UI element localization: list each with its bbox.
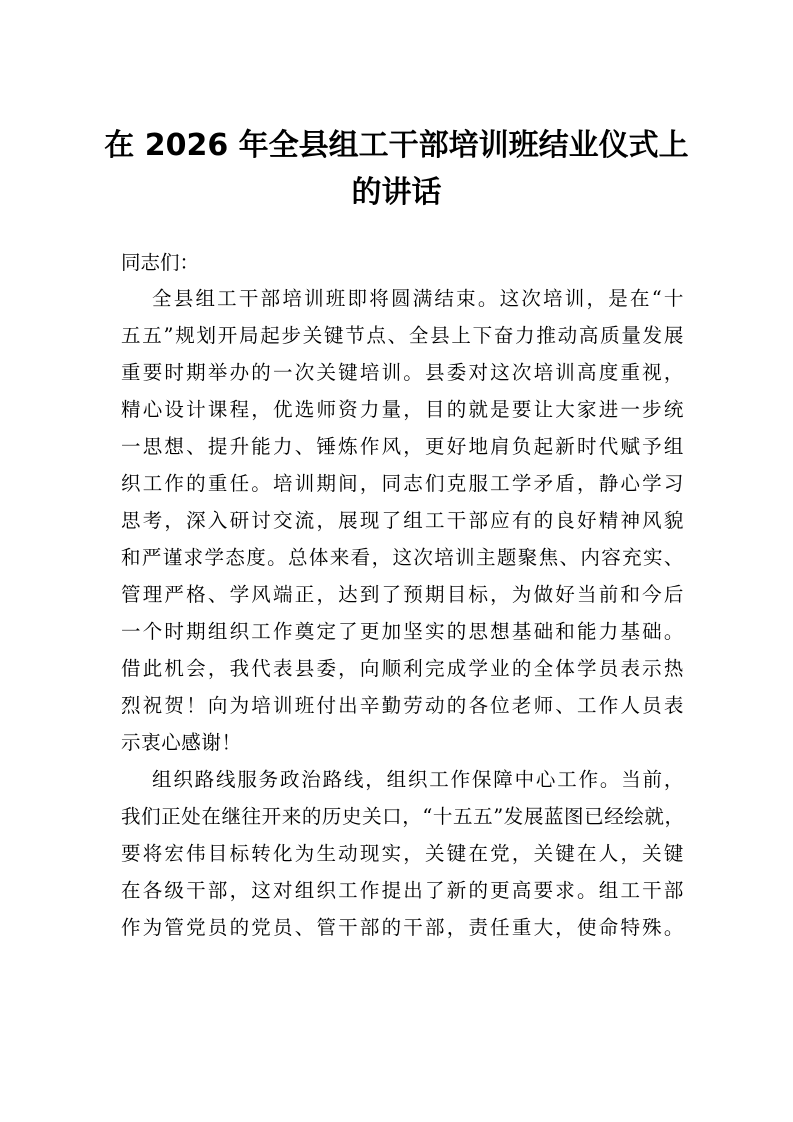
paragraph-1-line-9: 管理严格、学风端正，达到了预期目标，为做好当前和今后 [121, 583, 684, 606]
paragraph-1-line-8: 和严谨求学态度。总体来看，这次培训主题聚焦、内容充实、 [121, 546, 684, 569]
salutation: 同志们： [121, 251, 200, 274]
paragraph-1-line-2: 五五”规划开局起步关键节点、全县上下奋力推动高质量发展 [121, 324, 684, 347]
paragraph-1-line-3: 重要时期举办的一次关键培训。县委对这次培训高度重视， [121, 361, 684, 384]
paragraph-1-line-11: 借此机会，我代表县委，向顺利完成学业的全体学员表示热 [121, 657, 684, 680]
paragraph-1-line-13: 示衷心感谢！ [121, 731, 242, 754]
paragraph-1-line-4: 精心设计课程，优选师资力量，目的就是要让大家进一步统 [121, 398, 684, 421]
paragraph-1-line-1: 全县组工干部培训班即将圆满结束。这次培训，是在“十 [152, 287, 684, 310]
paragraph-1-line-7: 思考，深入研讨交流，展现了组工干部应有的良好精神风貌 [121, 509, 684, 532]
paragraph-1-line-6: 织工作的重任。培训期间，同志们克服工学矛盾，静心学习 [121, 472, 684, 495]
paragraph-1-line-5: 一思想、提升能力、锤炼作风，更好地肩负起新时代赋予组 [121, 435, 684, 458]
paragraph-2-line-2: 我们正处在继往开来的历史关口，“十五五”发展蓝图已经绘就， [121, 805, 684, 828]
paragraph-2-line-1: 组织路线服务政治路线，组织工作保障中心工作。当前， [152, 768, 684, 791]
paragraph-1-line-10: 一个时期组织工作奠定了更加坚实的思想基础和能力基础。 [121, 620, 684, 643]
paragraph-2-line-5: 作为管党员的党员、管干部的干部，责任重大，使命特殊。 [121, 916, 684, 939]
document-title-line-2: 的讲话 [351, 175, 442, 210]
document-title-line-1: 在 2026 年全县组工干部培训班结业仪式上 [104, 128, 689, 163]
paragraph-2-line-4: 在各级干部，这对组织工作提出了新的更高要求。组工干部 [121, 879, 684, 902]
paragraph-1-line-12: 烈祝贺！向为培训班付出辛勤劳动的各位老师、工作人员表 [121, 694, 684, 717]
paragraph-2-line-3: 要将宏伟目标转化为生动现实，关键在党，关键在人，关键 [121, 842, 684, 865]
